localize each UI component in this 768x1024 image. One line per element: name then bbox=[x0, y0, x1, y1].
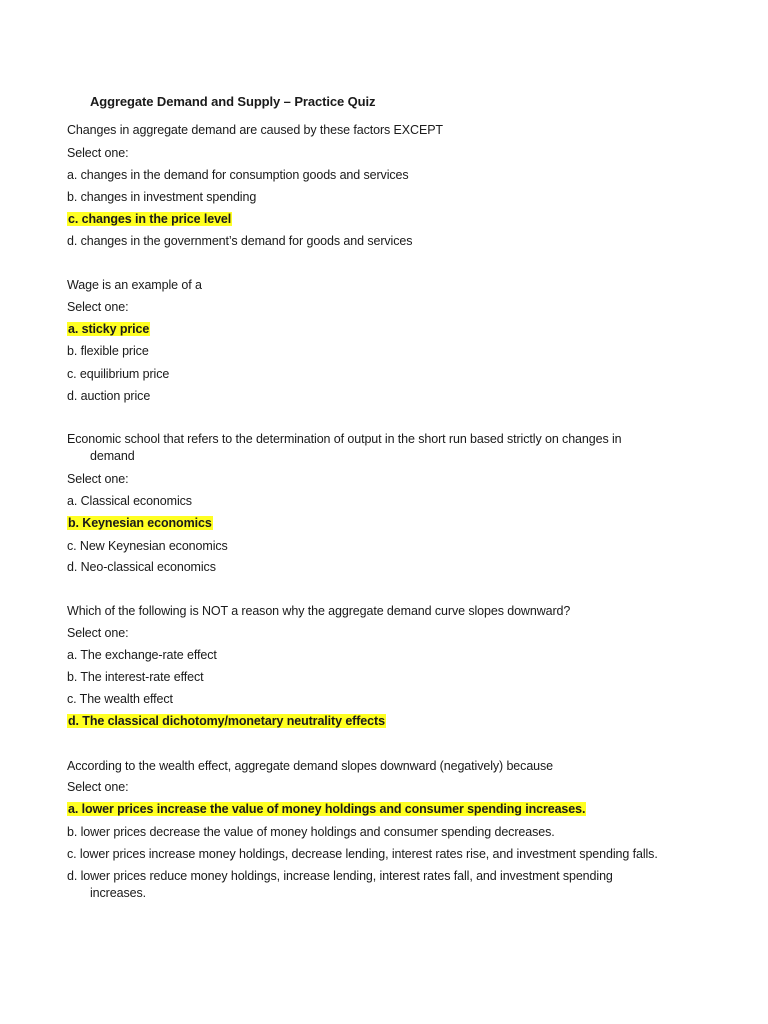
question-4-option-c: c. The wealth effect bbox=[67, 692, 173, 706]
question-3-answer-highlight: b. Keynesian economics bbox=[68, 516, 212, 530]
question-2-prompt: Wage is an example of a bbox=[67, 278, 202, 292]
question-1-option-a: a. changes in the demand for consumption goods and services bbox=[67, 168, 409, 182]
question-1-option-c bbox=[67, 211, 232, 228]
question-3-prompt-continued: demand bbox=[90, 449, 135, 463]
question-5-option-a bbox=[67, 801, 586, 818]
question-3-select-label: Select one: bbox=[67, 472, 129, 486]
question-1-prompt: Changes in aggregate demand are caused by these factors EXCEPT bbox=[67, 123, 443, 137]
question-3-option-c: c. New Keynesian economics bbox=[67, 539, 228, 553]
question-1-option-b: b. changes in investment spending bbox=[67, 190, 257, 204]
question-2-answer-highlight: a. sticky price bbox=[68, 322, 150, 336]
question-5-select-label: Select one: bbox=[67, 780, 129, 794]
question-4-option-a: a. The exchange-rate effect bbox=[67, 648, 217, 662]
question-1-option-d: d. changes in the government’s demand for goods and services bbox=[67, 234, 413, 248]
question-5-option-d: d. lower prices reduce money holdings, increase lending, interest rates fall, and investment spending bbox=[67, 869, 613, 883]
question-2-select-label: Select one: bbox=[67, 300, 129, 314]
question-2-option-b: b. flexible price bbox=[67, 344, 149, 358]
question-4-select-label: Select one: bbox=[67, 626, 129, 640]
question-4-prompt: Which of the following is NOT a reason why the aggregate demand curve slopes downward? bbox=[67, 604, 571, 618]
question-5-option-b: b. lower prices decrease the value of money holdings and consumer spending decreases. bbox=[67, 825, 555, 839]
question-3-option-b bbox=[67, 515, 213, 532]
question-3-prompt: Economic school that refers to the determination of output in the short run based strictly on changes in bbox=[67, 432, 622, 446]
question-5-answer-highlight: a. lower prices increase the value of money holdings and consumer spending increases. bbox=[68, 802, 586, 816]
question-5-prompt: According to the wealth effect, aggregate demand slopes downward (negatively) because bbox=[67, 759, 554, 773]
question-3-option-a: a. Classical economics bbox=[67, 494, 192, 508]
question-4-answer-highlight: d. The classical dichotomy/monetary neutrality effects bbox=[68, 714, 385, 728]
question-4-option-d bbox=[67, 713, 386, 730]
question-2-option-c: c. equilibrium price bbox=[67, 367, 170, 381]
question-5-option-c: c. lower prices increase money holdings, decrease lending, interest rates rise, and investment spending falls. bbox=[67, 847, 658, 861]
document-title: Aggregate Demand and Supply – Practice Quiz bbox=[90, 94, 376, 109]
question-2-option-d: d. auction price bbox=[67, 389, 151, 403]
question-5-option-d-continued: increases. bbox=[90, 886, 146, 900]
question-1-select-label: Select one: bbox=[67, 146, 129, 160]
question-2-option-a bbox=[67, 321, 150, 338]
question-4-option-b: b. The interest-rate effect bbox=[67, 670, 204, 684]
question-1-answer-highlight: c. changes in the price level bbox=[68, 212, 232, 226]
question-3-option-d: d. Neo-classical economics bbox=[67, 560, 216, 574]
